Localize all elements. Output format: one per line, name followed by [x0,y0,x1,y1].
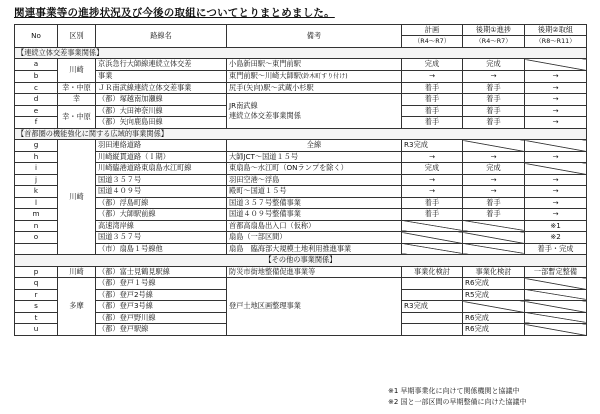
row-no: t [15,312,58,324]
row-late2: ※2 [525,232,587,244]
row-plan: 完成 [402,59,463,71]
header-route: 路線名 [96,25,227,48]
header-plan-years: （R4〜R7） [402,36,463,48]
row-late1: 着手 [463,94,525,106]
progress-table [14,24,587,336]
row-plan-empty [402,243,463,255]
row-late2: → [525,117,587,129]
row-no: h [15,151,58,163]
row-plan: 着手 [402,197,463,209]
row-no: s [15,301,58,313]
row-plan: → [402,186,463,198]
row-route: （都）登戸駅線 [96,324,227,336]
row-plan: → [402,151,463,163]
row-remarks-jr [227,94,402,129]
row-no: b [15,70,58,82]
jr-remarks-line2: 連続立体交差事業関係 [229,110,301,120]
row-late2: → [525,82,587,94]
row-remarks: 防災市街地整備促進事業等 [227,266,402,278]
row-late1-empty [463,220,525,232]
row-remarks: 殿町〜国道１５号 [227,186,402,198]
row-remarks: 国道３５７号整備事業 [227,197,402,209]
row-late2-empty [525,163,587,175]
row-route: （都）浮島町線 [96,197,227,209]
row-plan: 着手 [402,82,463,94]
row-no: n [15,220,58,232]
section-title: 【その他の事業関係】 [15,255,587,267]
row-plan: 着手 [402,94,463,106]
header-plan: 計画 [402,25,463,36]
row-no: d [15,94,58,106]
table-row [15,232,587,244]
row-route: 川崎臨港道路東扇島水江町線 [96,163,227,175]
row-remarks: 扇島（一部区間） [227,232,402,244]
row-plan: R3完成 [402,301,463,313]
table-row [15,151,587,163]
row-route: （都）大田神奈川線 [96,105,227,117]
table-row [15,220,587,232]
row-late2-empty [525,301,587,313]
section-row [15,47,587,59]
row-late2-empty [525,312,587,324]
row-late2: → [525,94,587,106]
table-row [15,163,587,175]
row-late2: → [525,174,587,186]
row-no: p [15,266,58,278]
table-row [15,140,587,152]
row-late1-empty [463,243,525,255]
row-route: （都）大師駅前線 [96,209,227,221]
row-late1-empty [463,140,525,152]
header-late1-years: （R4〜R7） [463,36,525,48]
row-plan: → [402,70,463,82]
row-no: i [15,163,58,175]
row-plan: 着手 [402,105,463,117]
row-no: e [15,105,58,117]
table-row [15,82,587,94]
footnotes [388,386,527,408]
row-route: ＪＲ南武線連続立体交差事業 [96,82,227,94]
jr-remarks-line1: JR南武線 [229,100,258,110]
table-row [15,174,587,186]
row-plan: → [402,174,463,186]
row-remarks: 羽田空港〜浮島 [227,174,402,186]
row-no: g [15,140,58,152]
row-remarks-note: (鈴木町すり付け) [300,72,348,80]
row-route: 川崎縦貫道路（Ｉ期） [96,151,227,163]
row-plan [402,289,463,301]
row-plan: R3完成 [402,140,463,152]
row-remarks: 小島新田駅〜東門前駅 [227,59,402,71]
table-row [15,243,587,255]
row-late1: 完成 [463,59,525,71]
section-row [15,128,587,140]
row-late2-empty [525,140,587,152]
row-late2: → [525,197,587,209]
row-late2: → [525,105,587,117]
row-late1: → [463,174,525,186]
table-row [15,266,587,278]
row-remarks-text: 東門前駅〜川崎大師駅 [229,70,301,80]
footnote-2: ※2 国と一部区間の早期整備に向けた協議中 [388,398,527,406]
row-no: m [15,209,58,221]
row-route: 羽田連絡道路 [96,140,227,152]
row-late2-empty [525,278,587,290]
row-late2: 着手・完成 [525,243,587,255]
row-late1: R6完成 [463,324,525,336]
row-route: （都）登戸3号線 [96,301,227,313]
row-no: q [15,278,58,290]
row-late1: 完成 [463,163,525,175]
row-no: o [15,232,58,244]
table-row [15,186,587,198]
row-late2-empty [525,289,587,301]
section-row [15,255,587,267]
row-remarks: 全線 [227,140,402,152]
row-no: r [15,289,58,301]
row-late1-empty [463,301,525,313]
row-route: （都）矢向鹿島田線 [96,117,227,129]
row-late2: → [525,209,587,221]
row-no: f [15,117,58,129]
row-route: 事業 [96,70,227,82]
header-area: 区別 [58,25,96,48]
header-remarks: 備考 [227,25,402,48]
row-route: 京浜急行大師線連続立体交差 [96,59,227,71]
row-area: 幸・中原 [58,105,96,128]
row-route: （都）登戸１号線 [96,278,227,290]
table-row [15,197,587,209]
row-late2: 一部暫定整備 [525,266,587,278]
row-late1: R5完成 [463,289,525,301]
row-route: （都）登戸2号線 [96,289,227,301]
row-plan-empty [402,232,463,244]
table-row [15,70,587,82]
row-remarks: 東扇島〜水江町（ONランプを除く） [227,163,402,175]
header-row [15,25,587,36]
row-remarks-noborito: 登戸土地区画整理事業 [227,278,402,336]
row-route: 高速湾岸線 [96,220,227,232]
row-plan: 着手 [402,209,463,221]
row-no: k [15,186,58,198]
row-no [15,243,58,255]
row-late2: ※1 [525,220,587,232]
table-row [15,59,587,71]
row-late1: → [463,70,525,82]
row-late1: 着手 [463,197,525,209]
row-no: j [15,174,58,186]
header-late1: 後期①進捗 [463,25,525,36]
row-late1: → [463,186,525,198]
row-late1: → [463,151,525,163]
row-remarks [227,70,402,82]
header-no: No [15,25,58,48]
row-remarks: 首都高扇島出入口（仮称） [227,220,402,232]
row-remarks: 大師JCT〜国道１５号 [227,151,402,163]
row-late2-empty [525,324,587,336]
row-no: l [15,197,58,209]
row-late2: → [525,151,587,163]
row-late1-empty [463,232,525,244]
row-area: 川崎 [58,59,96,83]
row-late2-empty [525,59,587,71]
row-route: （都）登戸野川線 [96,312,227,324]
row-remarks: 扇島 臨海部大規模土地利用推進事業 [227,243,402,255]
row-plan [402,312,463,324]
row-route: （都）塚越南加瀬線 [96,94,227,106]
row-no: u [15,324,58,336]
row-route: 国道４０９号 [96,186,227,198]
header-late2: 後期②取組 [525,25,587,36]
row-late2: → [525,70,587,82]
row-plan: 着手 [402,117,463,129]
page-title: 関連事業等の進捗状況及び今後の取組についてとりまとめました。 [14,7,335,19]
row-late1: 着手 [463,82,525,94]
row-remarks: 国道４０９号整備事業 [227,209,402,221]
row-route: （都）富士見鶴見駅線 [96,266,227,278]
row-late1: R6完成 [463,278,525,290]
row-late1: 着手 [463,105,525,117]
row-plan [402,278,463,290]
row-route: 国道３５７号 [96,232,227,244]
row-area: 幸 [58,94,96,106]
row-plan-empty [402,220,463,232]
row-area: 多摩 [58,278,96,336]
row-remarks: 尻手(矢向)駅〜武蔵小杉駅 [227,82,402,94]
row-late1: 着手 [463,209,525,221]
row-plan: 事業化検討 [402,266,463,278]
row-plan: 完成 [402,163,463,175]
row-late1: R6完成 [463,312,525,324]
header-late2-years: （R8〜R11） [525,36,587,48]
table-row [15,278,587,290]
row-area: 川崎 [58,266,96,278]
table-row [15,94,587,106]
footnote-1: ※1 早期事業化に向けて関係機関と協議中 [388,387,520,395]
table-row [15,209,587,221]
row-plan [402,324,463,336]
row-area: 幸・中原 [58,82,96,94]
row-route: （市）扇島１号線他 [96,243,227,255]
row-no: c [15,82,58,94]
row-late1: 着手 [463,117,525,129]
section-title: 【首都圏の機能強化に関する広域的事業関係】 [15,128,587,140]
row-late1: 事業化検討 [463,266,525,278]
row-no: a [15,59,58,71]
section-title: 【連続立体交差事業関係】 [15,47,587,59]
row-late2: → [525,186,587,198]
row-route: 国道３５７号 [96,174,227,186]
row-area: 川崎 [58,140,96,255]
